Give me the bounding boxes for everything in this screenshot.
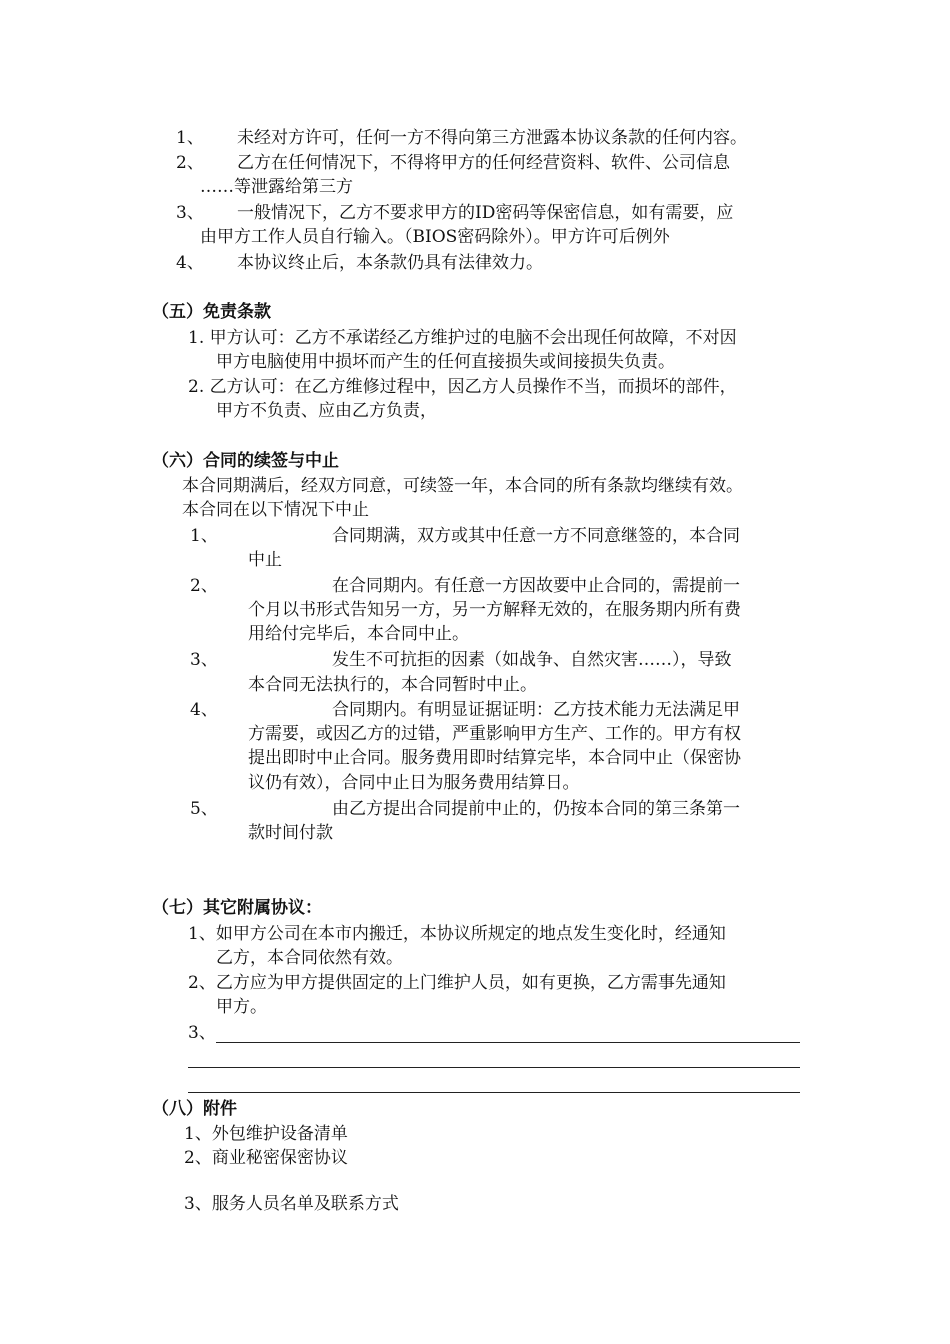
- s6-item-3-number: 3、: [190, 650, 218, 670]
- section-8-heading: （八）附件: [152, 1099, 237, 1119]
- s6-item-2-number: 2、: [190, 576, 218, 596]
- section-5-heading: （五）免责条款: [152, 302, 271, 322]
- s6-item-1-line-2: 中止: [248, 550, 282, 570]
- s4-item-3-line-2: 由甲方工作人员自行输入。（BIOS密码除外）。甲方许可后例外: [200, 227, 670, 247]
- s7-blank-line-2: [188, 1067, 800, 1068]
- s6-item-2-line-1: 在合同期内。有任意一方因故要中止合同的，需提前一: [332, 576, 740, 596]
- s6-item-3-line-1: 发生不可抗拒的因素（如战争、自然灾害……），导致: [332, 650, 732, 670]
- s6-item-5-number: 5、: [190, 799, 218, 819]
- s8-item-2: 2、商业秘密保密协议: [184, 1148, 348, 1168]
- s4-item-2-number: 2、: [176, 153, 204, 173]
- s6-item-1-number: 1、: [190, 526, 218, 546]
- s6-item-4-line-1: 合同期内。有明显证据证明：乙方技术能力无法满足甲: [332, 700, 740, 720]
- s7-item-2-line-2: 甲方。: [216, 997, 267, 1017]
- s4-item-3-line-1: 一般情况下，乙方不要求甲方的ID密码等保密信息，如有需要，应: [237, 203, 734, 223]
- s6-item-4-line-4: 议仍有效），合同中止日为服务费用结算日。: [248, 773, 580, 793]
- s5-item-1-line-2: 甲方电脑使用中损坏而产生的任何直接损失或间接损失负责。: [216, 352, 675, 372]
- s8-item-1: 1、外包维护设备清单: [184, 1124, 348, 1144]
- s6-item-1-line-1: 合同期满，双方或其中任意一方不同意继签的，本合同: [332, 526, 740, 546]
- s6-item-4-number: 4、: [190, 700, 218, 720]
- s4-item-1-number: 1、: [176, 128, 204, 148]
- s4-item-1-line-1: 未经对方许可，任何一方不得向第三方泄露本协议条款的任何内容。: [237, 128, 747, 148]
- s4-item-2-line-2: ……等泄露给第三方: [200, 177, 353, 197]
- section-6-heading: （六）合同的续签与中止: [152, 451, 339, 471]
- s6-item-4-line-3: 提出即时中止合同。服务费用即时结算完毕，本合同中止（保密协: [248, 748, 741, 768]
- s6-item-2-line-2: 个月以书形式告知另一方，另一方解释无效的，在服务期内所有费: [248, 600, 741, 620]
- s7-blank-line-1: [216, 1042, 800, 1043]
- section-7-heading: （七）其它附属协议：: [152, 898, 322, 918]
- s4-item-3-number: 3、: [176, 203, 204, 223]
- s6-intro-line-1: 本合同期满后，经双方同意，可续签一年，本合同的所有条款均继续有效。: [182, 476, 743, 496]
- s6-item-5-line-2: 款时间付款: [248, 823, 333, 843]
- s7-item-1-line-2: 乙方，本合同依然有效。: [216, 948, 403, 968]
- s5-item-1-line-1: 1. 甲方认可：乙方不承诺经乙方维护过的电脑不会出现任何故障，不对因: [188, 328, 737, 348]
- s4-item-4-number: 4、: [176, 253, 204, 273]
- s6-item-2-line-3: 用给付完毕后，本合同中止。: [248, 624, 469, 644]
- s7-item-3-number: 3、: [188, 1023, 216, 1043]
- s6-item-5-line-1: 由乙方提出合同提前中止的，仍按本合同的第三条第一: [332, 799, 740, 819]
- s7-item-1-line-1: 1、如甲方公司在本市内搬迁，本协议所规定的地点发生变化时，经通知: [188, 924, 726, 944]
- s6-item-3-line-2: 本合同无法执行的，本合同暂时中止。: [248, 675, 537, 695]
- s5-item-2-line-1: 2. 乙方认可：在乙方维修过程中，因乙方人员操作不当，而损坏的部件，: [188, 377, 737, 397]
- s8-item-3: 3、服务人员名单及联系方式: [184, 1194, 399, 1214]
- s4-item-2-line-1: 乙方在任何情况下，不得将甲方的任何经营资料、软件、公司信息: [237, 153, 730, 173]
- s7-item-2-line-1: 2、乙方应为甲方提供固定的上门维护人员，如有更换，乙方需事先通知: [188, 973, 726, 993]
- s4-item-4-line-1: 本协议终止后，本条款仍具有法律效力。: [237, 253, 543, 273]
- s6-item-4-line-2: 方需要，或因乙方的过错，严重影响甲方生产、工作的。甲方有权: [248, 724, 741, 744]
- s7-blank-line-3: [188, 1092, 800, 1093]
- s5-item-2-line-2: 甲方不负责、应由乙方负责，: [216, 401, 437, 421]
- s6-intro-line-2: 本合同在以下情况下中止: [182, 500, 369, 520]
